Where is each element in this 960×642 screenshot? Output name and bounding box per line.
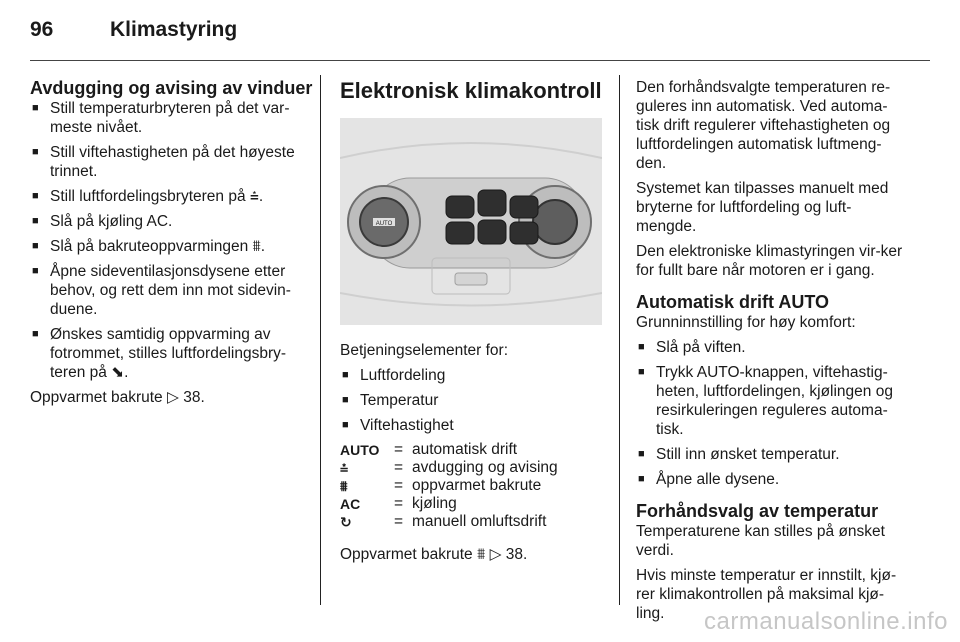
legend-row (340, 477, 602, 495)
paragraph: Den forhåndsvalgte temperaturen re-guleres inn automatisk. Ved automa-tisk drift regulerer viftehastigheten og luftfordelingen automatisk luftmeng-den. (636, 79, 891, 172)
list-item: ■ Åpne sideventilasjonsdysene etter behov, og rett dem inn mot sidevin-duene. (30, 262, 313, 319)
legend-row (340, 459, 602, 477)
paragraph: Systemet kan tilpasses manuelt med bryterne for luftfordeling og luft-mengde. (636, 180, 889, 235)
legend-row (340, 513, 602, 531)
column-auto-mode (636, 78, 904, 629)
legend-equals: = (394, 441, 404, 458)
list-item: ■ Trykk AUTO-knappen, viftehastig-heten, luftfordelingen, kjølingen og resirkuleringen reguleres automa-tisk. (636, 363, 904, 439)
list-item: ■ Still viftehastigheten på det høyeste trinnet. (30, 143, 313, 181)
legend-desc: kjøling (412, 495, 457, 512)
preset-temperature-heading: Forhåndsvalg av temperatur (636, 501, 879, 521)
climate-panel-illustration (340, 118, 602, 325)
column-divider-1 (320, 75, 321, 605)
climate-control-panel-photo (340, 118, 602, 325)
paragraph: Den elektroniske klimastyringen vir-ker for fullt bare når motoren er i gang. (636, 243, 903, 279)
legend-key: AUTO (340, 442, 380, 458)
list-item: ■ Slå på bakruteoppvarmingen ⩩. (30, 237, 313, 256)
electronic-climate-heading: Elektronisk klimakontroll (340, 78, 602, 103)
header-rule (30, 60, 930, 61)
cross-reference: Oppvarmet bakrute ⩩ ▷ 38. (340, 546, 528, 563)
legend-desc: oppvarmet bakrute (412, 477, 542, 494)
symbol-legend (340, 441, 602, 531)
page-title: Klimastyring (110, 18, 238, 41)
page-number: 96 (30, 18, 54, 41)
list-item: ■ Still luftfordelingsbryteren på ⩮. (30, 187, 313, 206)
controls-list (340, 366, 602, 435)
list-item: ■ Still temperaturbryteren på det var-meste nivået. (30, 99, 313, 137)
list-item: ■ Luftfordeling (340, 366, 602, 385)
paragraph: Temperaturene kan stilles på ønsket verdi. (636, 523, 885, 559)
auto-intro: Grunninnstilling for høy komfort: (636, 314, 856, 331)
list-item: ■ Viftehastighet (340, 416, 602, 435)
legend-row (340, 441, 602, 459)
column-defog (30, 78, 313, 413)
list-item: ■ Åpne alle dysene. (636, 470, 904, 489)
recirculation-icon: ↻ (340, 514, 352, 530)
auto-steps (636, 338, 904, 489)
rear-window-heater-icon: ⩩ (340, 478, 348, 494)
legend-equals: = (394, 459, 404, 476)
defog-steps (30, 99, 313, 382)
paragraph: Hvis minste temperatur er innstilt, kjø-rer klimakontrollen på maksimal kjø-ling. (636, 567, 897, 622)
legend-equals: = (394, 495, 404, 512)
column-divider-2 (619, 75, 620, 605)
legend-desc: manuell omluftsdrift (412, 513, 547, 530)
controls-intro: Betjeningselementer for: (340, 342, 509, 359)
cross-reference: Oppvarmet bakrute ▷ 38. (30, 389, 205, 406)
list-item: ■ Slå på viften. (636, 338, 904, 357)
legend-desc: avdugging og avising (412, 459, 558, 476)
watermark: carmanualsonline.info (704, 608, 948, 635)
defog-heading: Avdugging og avising av vinduer (30, 78, 313, 98)
legend-row (340, 495, 602, 513)
legend-key: AC (340, 496, 361, 512)
list-item: ■ Still inn ønsket temperatur. (636, 445, 904, 464)
list-item: ■ Slå på kjøling AC. (30, 212, 313, 231)
legend-equals: = (394, 477, 404, 494)
list-item: ■ Ønskes samtidig oppvarming av fotrommet, stilles luftfordelingsbry-teren på ⬊. (30, 325, 313, 382)
defrost-max-icon: ⩮ (340, 460, 349, 476)
list-item: ■ Temperatur (340, 391, 602, 410)
legend-equals: = (394, 513, 404, 530)
photo-auto-label: AUTO (375, 221, 393, 227)
page-header (30, 18, 237, 50)
column-electronic-climate (340, 78, 602, 570)
legend-desc: automatisk drift (412, 441, 518, 458)
auto-mode-heading: Automatisk drift AUTO (636, 292, 830, 312)
